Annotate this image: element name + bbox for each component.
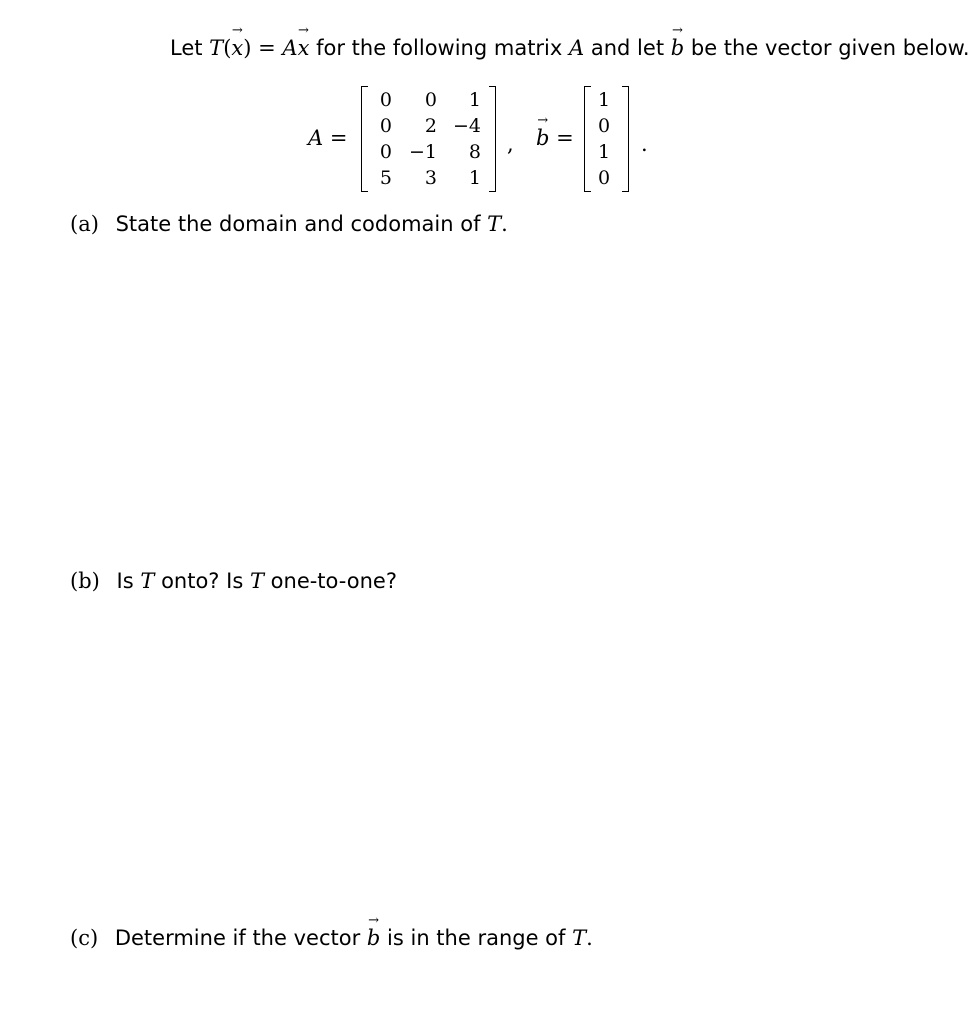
vector-b-entry: 0 [597,167,611,189]
part-c-vector-b: → b [367,926,380,950]
vector-b-right-bracket [622,86,629,192]
statement-Ax-x: → x [298,36,310,60]
vector-b-entry: 0 [597,115,611,137]
part-b-label: (b) [70,569,100,593]
part-b-text-3: one-to-one? [270,569,397,593]
matrix-a-cell: 1 [468,89,481,111]
statement-mid-text: for the following matrix [316,36,563,60]
matrix-a-right-bracket [489,86,496,192]
part-c [70,926,593,950]
statement-rparen-equals: ) = [243,36,276,60]
statement-end-text: be the vector given below. [690,36,970,60]
matrix-a-cell: 2 [424,115,437,137]
vector-b-symbol: → b [536,126,549,150]
statement-Ax-A: A [282,36,298,60]
statement-vector-b: → b [671,36,684,60]
part-a-period: . [501,212,508,236]
matrix-a-label [308,126,347,150]
part-c-text-2: is in the range of [387,926,566,950]
part-b-text-1: Is [116,569,134,593]
part-b-T-2: T [249,569,264,593]
matrix-a-cell: 0 [424,89,437,111]
part-a [70,212,508,236]
part-b-text-2: onto? Is [161,569,244,593]
matrix-a-cell: 5 [379,167,392,189]
statement-lparen: ( [223,36,232,60]
vector-b-entry: 1 [597,141,611,163]
part-a-text: State the domain and codomain of [115,212,481,236]
part-c-T: T [572,926,587,950]
vector-b-label [536,126,574,150]
statement-func-T: T [209,36,224,60]
matrix-a-cell: 3 [424,167,437,189]
problem-statement [170,36,970,60]
part-a-T: T [487,212,502,236]
statement-and-let: and let [590,36,665,60]
part-a-label: (a) [70,212,99,236]
statement-let: Let [170,36,203,60]
matrix-a-cell: −4 [452,115,481,137]
part-b [70,569,397,593]
matrix-a-cell: 8 [468,141,481,163]
vector-b-left-bracket [584,86,591,192]
matrix-a-symbol: A [308,126,324,150]
part-b-T-1: T [140,569,155,593]
matrix-a-cell: 0 [379,141,392,163]
matrix-a-cell: 0 [379,115,392,137]
separator-comma: , [507,132,514,156]
part-c-period: . [586,926,593,950]
statement-matrix-A: A [569,36,585,60]
statement-vector-x: → x [231,36,243,60]
terminal-period: . [641,132,648,156]
matrix-a-equals: = [329,126,348,150]
matrix-a-cell: 0 [379,89,392,111]
matrix-a-cell: 1 [468,167,481,189]
part-c-label: (c) [70,926,99,950]
vector-b-entry: 1 [597,89,611,111]
matrix-a-cell: −1 [408,141,437,163]
vector-b-equals: = [556,126,574,150]
part-c-text-1: Determine if the vector [114,926,361,950]
